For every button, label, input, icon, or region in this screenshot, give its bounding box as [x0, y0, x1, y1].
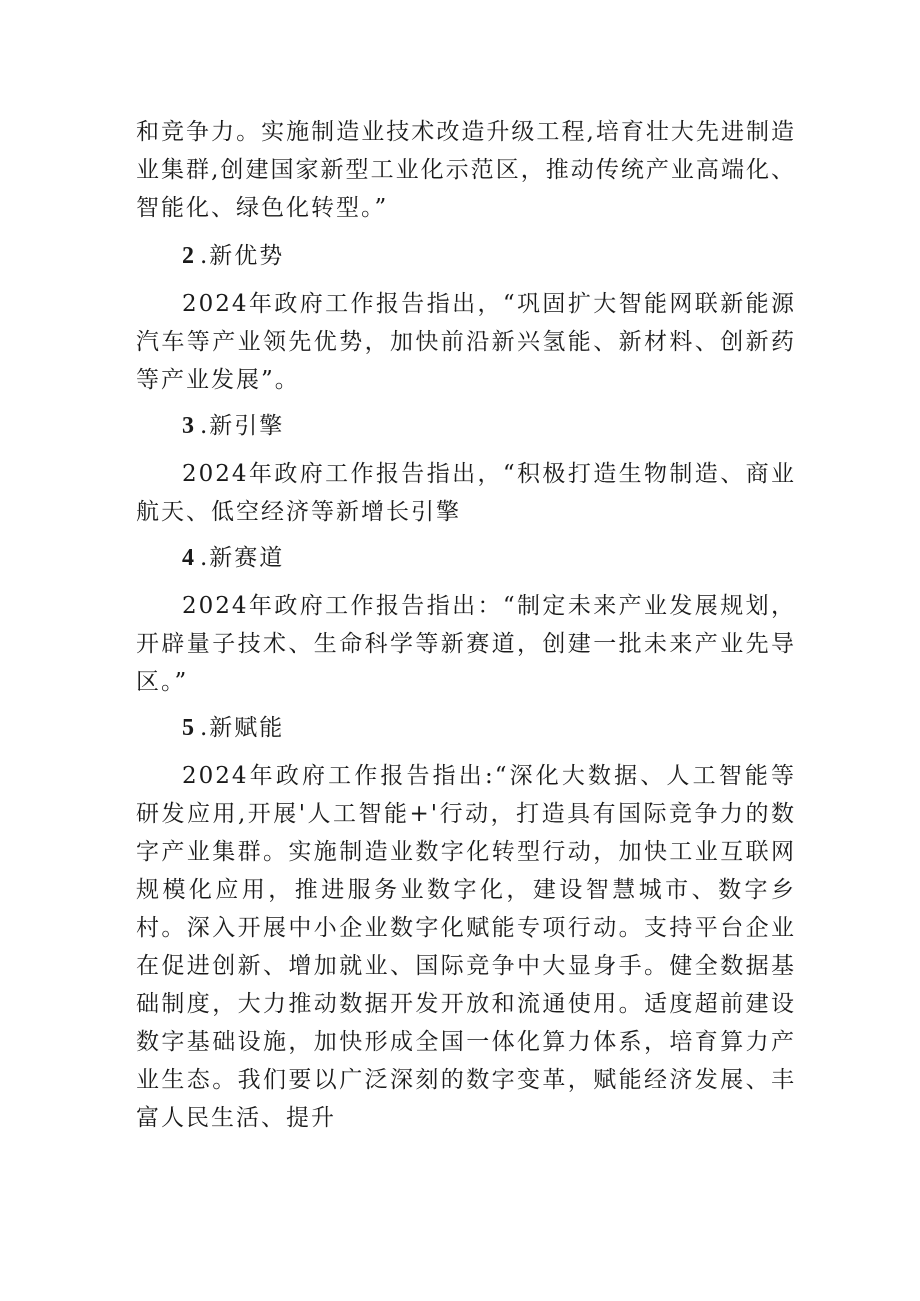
section-heading-4	[136, 539, 796, 577]
paragraph-4: 2024年政府工作报告指出：“制定未来产业发展规划，开辟量子技术、生命科学等新赛道，创建一批未来产业先导区。”	[136, 593, 796, 695]
section-number: 3	[182, 413, 196, 439]
paragraph-5: 2024年政府工作报告指出:“深化大数据、人工智能等研发应用,开展'人工智能+'行动，打造具有国际竞争力的数字产业集群。实施制造业数字化转型行动，加快工业互联网规模化应用，推进服务业数字化，建设智慧城市、数字乡村。深入开展中小企业数字化赋能专项行动。支持平台企业在促进创新、增加就业、国际竞争中大显身手。健全数据基础制度，大力推动数据开发开放和流通使用。适度超前建设数字基础设施，加快形成全国一体化算力体系，培育算力产业生态。我们要以广泛深刻的数字变革，赋能经济发展、丰富人民生活、提升	[136, 763, 796, 1131]
section-heading-3	[136, 407, 796, 445]
section-title: .新赋能	[200, 715, 285, 741]
section-title: .新引擎	[200, 413, 285, 439]
section-number: 4	[182, 545, 196, 571]
section-title: .新优势	[200, 243, 285, 269]
section-title: .新赛道	[200, 545, 285, 571]
section-number: 2	[182, 243, 196, 269]
paragraph-1: 和竞争力。实施制造业技术改造升级工程,培育壮大先进制造业集群,创建国家新型工业化示范区，推动传统产业高端化、智能化、绿色化转型。”	[136, 119, 796, 221]
document-body	[136, 113, 796, 1137]
section-number: 5	[182, 715, 196, 741]
section-heading-5	[136, 709, 796, 747]
section-heading-2	[136, 237, 796, 275]
paragraph-3: 2024年政府工作报告指出，“积极打造生物制造、商业航天、低空经济等新增长引擎	[136, 461, 796, 525]
paragraph-2: 2024年政府工作报告指出，“巩固扩大智能网联新能源汽车等产业领先优势，加快前沿新兴氢能、新材料、创新药等产业发展”。	[136, 291, 796, 393]
